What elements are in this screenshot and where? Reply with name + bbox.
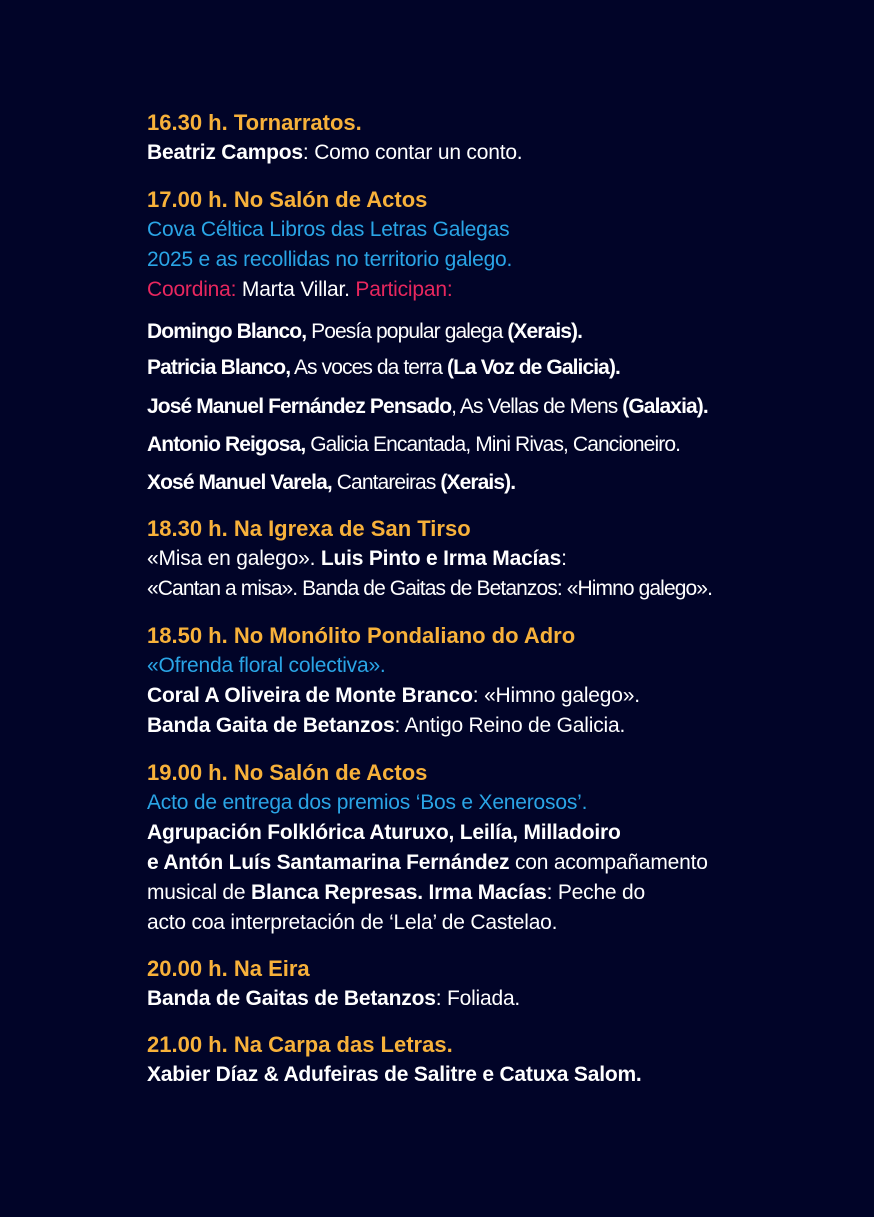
participant-name: Domingo Blanco, bbox=[147, 320, 307, 343]
performer-name: Banda de Gaitas de Betanzos bbox=[147, 987, 436, 1010]
event-time-heading: 19.00 h. No Salón de Actos bbox=[147, 760, 428, 785]
publisher: (Xerais). bbox=[440, 471, 516, 494]
event-1850 bbox=[147, 621, 640, 741]
performer-name: e Antón Luís Santamarina Fernández bbox=[147, 851, 510, 874]
performer-name: Banda Gaita de Betanzos bbox=[147, 714, 395, 737]
event-description: : Peche do bbox=[546, 881, 646, 904]
performer-name: Blanca Represas. Irma Macías bbox=[251, 881, 547, 904]
publisher: (La Voz de Galicia). bbox=[447, 356, 620, 379]
event-description: : Antigo Reino de Galicia. bbox=[394, 714, 626, 737]
coordinator-name: Marta Villar. bbox=[236, 278, 350, 301]
performer-name: Beatriz Campos bbox=[147, 141, 303, 164]
book-title: Poesía popular galega bbox=[306, 320, 508, 343]
event-subtitle: 2025 e as recollidas no territorio galego. bbox=[147, 248, 513, 271]
event-line bbox=[147, 138, 522, 168]
event-2100 bbox=[147, 1030, 642, 1090]
participant-line bbox=[147, 468, 515, 498]
event-subtitle: «Ofrenda floral colectiva». bbox=[147, 654, 386, 677]
event-description: : «Himno galego». bbox=[472, 684, 640, 707]
publisher: (Galaxia). bbox=[622, 395, 708, 418]
event-1900 bbox=[147, 758, 708, 938]
event-time-heading: 20.00 h. Na Eira bbox=[147, 956, 310, 981]
event-description: «Misa en galego». bbox=[147, 547, 321, 570]
participant-line bbox=[147, 392, 708, 422]
event-description: musical de bbox=[147, 881, 252, 904]
event-line: acto coa interpretación de ‘Lela’ de Castelao. bbox=[147, 911, 558, 934]
book-title: Galicia Encantada, Mini Rivas, Cancioneiro. bbox=[305, 433, 681, 456]
event-line bbox=[147, 681, 640, 711]
event-description: con acompañamento bbox=[509, 851, 708, 874]
performer-name: Coral A Oliveira de Monte Branco bbox=[147, 684, 473, 707]
book-title: , As Vellas de Mens bbox=[451, 395, 623, 418]
event-subtitle: Cova Céltica Libros das Letras Galegas bbox=[147, 218, 510, 241]
book-title: As voces da terra bbox=[290, 356, 447, 379]
event-1630 bbox=[147, 108, 522, 168]
coordina-label: Coordina: bbox=[147, 278, 237, 301]
publisher: (Xerais). bbox=[507, 320, 583, 343]
event-2000 bbox=[147, 954, 520, 1014]
event-1700 bbox=[147, 185, 512, 305]
performer-names: Xabier Díaz & Adufeiras de Salitre e Catuxa Salom. bbox=[147, 1063, 642, 1086]
participant-line bbox=[147, 317, 582, 347]
participant-line bbox=[147, 353, 620, 383]
event-1830 bbox=[147, 514, 712, 604]
participant-name: Patricia Blanco, bbox=[147, 356, 291, 379]
event-line bbox=[147, 544, 712, 574]
event-description: : Foliada. bbox=[435, 987, 521, 1010]
event-time-heading: 21.00 h. Na Carpa das Letras. bbox=[147, 1032, 453, 1057]
event-line bbox=[147, 878, 708, 908]
performer-name: Luis Pinto e Irma Macías bbox=[320, 547, 562, 570]
participant-line bbox=[147, 430, 680, 460]
event-line bbox=[147, 711, 640, 741]
participan-label: Participan: bbox=[349, 278, 453, 301]
event-time-heading: 18.30 h. Na Igrexa de San Tirso bbox=[147, 516, 471, 541]
punctuation: : bbox=[561, 547, 567, 570]
event-description: : Como contar un conto. bbox=[302, 141, 523, 164]
event-time-heading: 18.50 h. No Monólito Pondaliano do Adro bbox=[147, 623, 576, 648]
book-title: Cantareiras bbox=[331, 471, 441, 494]
participant-name: Xosé Manuel Varela, bbox=[147, 471, 332, 494]
participant-name: Antonio Reigosa, bbox=[147, 433, 306, 456]
event-subtitle: Acto de entrega dos premios ‘Bos e Xenerosos’. bbox=[147, 791, 588, 814]
performer-names: Agrupación Folklórica Aturuxo, Leilía, Milladoiro bbox=[147, 821, 621, 844]
participant-name: José Manuel Fernández Pensado bbox=[147, 395, 452, 418]
event-line: «Cantan a misa». Banda de Gaitas de Betanzos: «Himno galego». bbox=[147, 577, 713, 600]
event-line bbox=[147, 848, 708, 878]
event-time-heading: 16.30 h. Tornarratos. bbox=[147, 110, 362, 135]
event-time-heading: 17.00 h. No Salón de Actos bbox=[147, 187, 428, 212]
event-line bbox=[147, 984, 520, 1014]
coordination-line bbox=[147, 275, 512, 305]
